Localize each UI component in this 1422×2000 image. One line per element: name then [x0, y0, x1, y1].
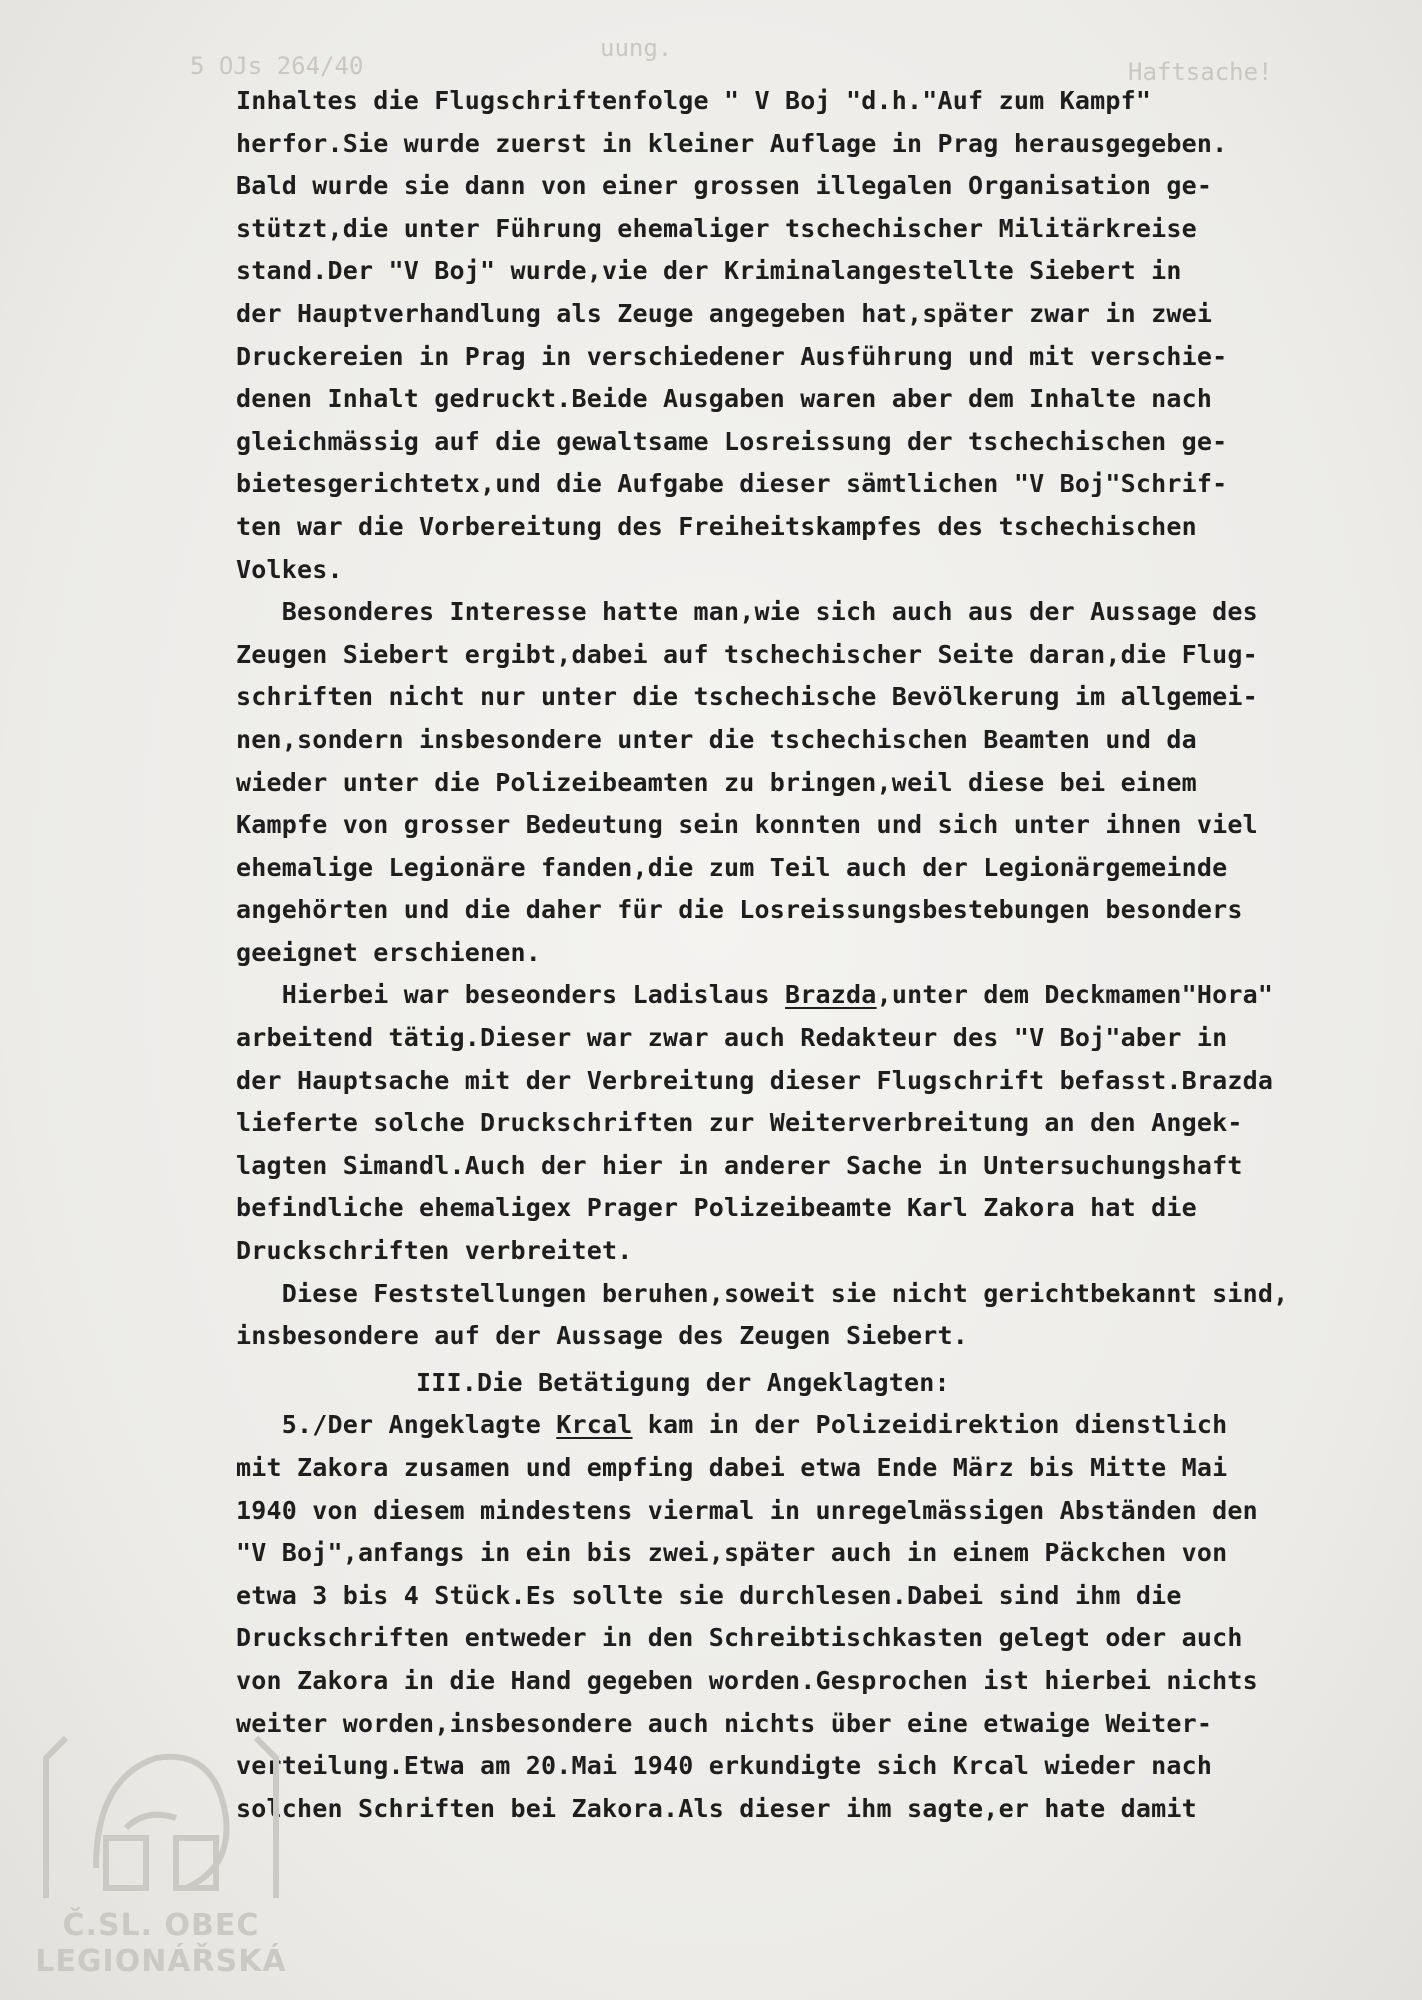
text-line: verteilung.Etwa am 20.Mai 1940 erkundigte sich Krcal wieder nach	[236, 1751, 1213, 1781]
underlined-name-brazda: Brazda	[785, 980, 877, 1010]
seal-text-bottom: LEGIONÁŘSKÁ	[35, 1944, 287, 1979]
text-line: Volkes.	[236, 554, 343, 584]
text-line: Druckereien in Prag in verschiedener Ausführung und mit verschie-	[236, 341, 1228, 371]
seal-text-top	[26, 1908, 296, 1943]
text-line: weiter worden,insbesondere auch nichts über eine etwaige Weiter-	[236, 1708, 1213, 1738]
seal-emblem-icon	[26, 1718, 296, 1908]
text-line: herfor.Sie wurde zuerst in kleiner Auflage in Prag herausgegeben.	[236, 128, 1228, 158]
section-heading: III.Die Betätigung der Angeklagten:	[416, 1367, 950, 1397]
text-line: Zeugen Siebert ergibt,dabei auf tschechischer Seite daran,die Flug-	[236, 639, 1258, 669]
bleed-through-number: 5 OJs 264/40	[190, 52, 364, 80]
seal-text-csl: Č.SL.	[62, 1908, 154, 1943]
text-line: Bald wurde sie dann von einer grossen illegalen Organisation ge-	[236, 171, 1213, 201]
text-line: arbeitend tätig.Dieser war zwar auch Redakteur des "V Boj"aber in	[236, 1023, 1228, 1053]
typed-text-body	[236, 80, 1396, 1830]
text-line: solchen Schriften bei Zakora.Als dieser ihm sagte,er hate damit	[236, 1793, 1197, 1823]
text-line: von Zakora in die Hand gegeben worden.Gesprochen ist hierbei nichts	[236, 1665, 1258, 1695]
seal-text-obec: OBEC	[164, 1908, 260, 1943]
text-segment: Hierbei war beseonders Ladislaus	[236, 980, 786, 1010]
text-line: lagten Simandl.Auch der hier in anderer Sache in Untersuchungshaft	[236, 1150, 1243, 1180]
text-line: ten war die Vorbereitung des Freiheitskampfes des tschechischen	[236, 511, 1197, 541]
text-line	[236, 1404, 1396, 1447]
bleed-through-haftsache: Haftsache!	[1128, 58, 1273, 86]
text-line: schriften nicht nur unter die tschechische Bevölkerung im allgemei-	[236, 682, 1258, 712]
bleed-through-word: uung.	[600, 34, 673, 62]
text-line: angehörten und die daher für die Losreissungsbestebungen besonders	[236, 895, 1243, 925]
text-line: ehemalige Legionäre fanden,die zum Teil auch der Legionärgemeinde	[236, 852, 1228, 882]
text-line: insbesondere auf der Aussage des Zeugen Siebert.	[236, 1321, 969, 1351]
text-line: der Hauptverhandlung als Zeuge angegeben hat,später zwar in zwei	[236, 298, 1213, 328]
text-line: befindliche ehemaligex Prager Polizeibeamte Karl Zakora hat die	[236, 1193, 1197, 1223]
text-line: "V Boj",anfangs in ein bis zwei,später auch in einem Päckchen von	[236, 1538, 1228, 1568]
text-line: Druckschriften entweder in den Schreibtischkasten gelegt oder auch	[236, 1623, 1243, 1653]
underlined-name-krcal: Krcal	[556, 1410, 633, 1440]
text-line: gleichmässig auf die gewaltsame Losreissung der tschechischen ge-	[236, 426, 1228, 456]
text-line: Diese Feststellungen beruhen,soweit sie nicht gerichtbekannt sind,	[236, 1278, 1289, 1308]
text-segment: kam in der Polizeidirektion dienstlich	[632, 1410, 1228, 1440]
text-line: lieferte solche Druckschriften zur Weiterverbreitung an den Angek-	[236, 1108, 1243, 1138]
text-line	[236, 974, 1396, 1017]
text-line: der Hauptsache mit der Verbreitung dieser Flugschrift befasst.Brazda	[236, 1065, 1274, 1095]
text-segment: ,unter dem Deckmamen"Hora"	[876, 980, 1274, 1010]
text-line: Besonderes Interesse hatte man,wie sich auch aus der Aussage des	[236, 597, 1258, 627]
text-line: Kampfe von grosser Bedeutung sein konnten und sich unter ihnen viel	[236, 810, 1258, 840]
text-line: wieder unter die Polizeibeamten zu bringen,weil diese bei einem	[236, 767, 1197, 797]
text-line: mit Zakora zusamen und empfing dabei etwa Ende März bis Mitte Mai	[236, 1453, 1228, 1482]
text-line: 1940 von diesem mindestens viermal in unregelmässigen Abständen den	[236, 1495, 1258, 1525]
legion-watermark-seal	[26, 1718, 296, 1978]
text-line: nen,sondern insbesondere unter die tschechischen Beamten und da	[236, 724, 1197, 754]
text-line: denen Inhalt gedruckt.Beide Ausgaben waren aber dem Inhalte nach	[236, 384, 1213, 414]
text-segment: 5./Der Angeklagte	[236, 1410, 557, 1440]
text-line: stützt,die unter Führung ehemaliger tschechischer Militärkreise	[236, 213, 1197, 243]
text-line: Inhaltes die Flugschriftenfolge " V Boj "d.h."Auf zum Kampf"	[236, 86, 1152, 115]
text-line: etwa 3 bis 4 Stück.Es sollte sie durchlesen.Dabei sind ihm die	[236, 1580, 1182, 1610]
text-line: bietesgerichtetx,und die Aufgabe dieser sämtlichen "V Boj"Schrif-	[236, 469, 1228, 499]
text-line: geeignet erschienen.	[236, 937, 542, 967]
text-line: Druckschriften verbreitet.	[236, 1236, 633, 1266]
text-line: stand.Der "V Boj" wurde,vie der Kriminalangestellte Siebert in	[236, 256, 1182, 286]
